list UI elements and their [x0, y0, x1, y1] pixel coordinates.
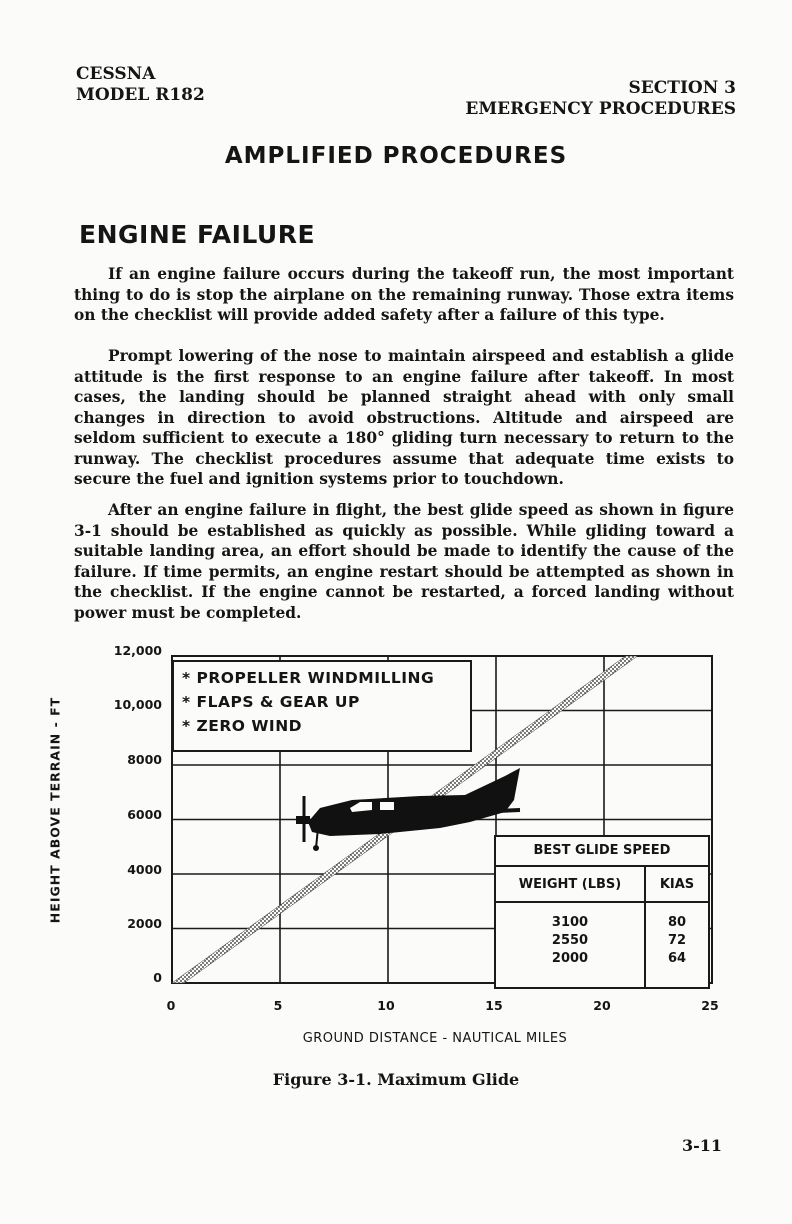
y-tick-label: 10,000: [113, 697, 162, 712]
x-axis-label: GROUND DISTANCE - NAUTICAL MILES: [302, 1031, 568, 1046]
y-tick-label: 4000: [127, 862, 162, 877]
y-tick-label: 6000: [127, 807, 162, 822]
page-title: AMPLIFIED PROCEDURES: [224, 143, 568, 169]
y-tick-label: 0: [153, 970, 162, 985]
table-cell: 64: [667, 951, 687, 966]
x-tick-label: 10: [377, 998, 395, 1013]
conditions-box: [172, 660, 472, 752]
condition-note: * PROPELLER WINDMILLING: [182, 669, 435, 687]
x-tick-label: 0: [166, 998, 176, 1013]
paragraph-3: After an engine failure in flight, the best glide speed as shown in figure 3-1 should be established as quickly as possible. While gliding toward a suitable landing area, an effort should be made to identify the cause of the failure. If time permits, an engine restart should be attempted as shown in the checklist. If the engine cannot be restarted, a forced landing without power must be completed.: [74, 501, 734, 622]
condition-note: * FLAPS & GEAR UP: [182, 693, 360, 711]
x-tick-label: 25: [701, 998, 719, 1013]
model-label: MODEL R182: [76, 85, 205, 105]
y-tick-label: 8000: [127, 752, 162, 767]
manufacturer-label: CESSNA: [76, 64, 156, 84]
y-axis-label: HEIGHT ABOVE TERRAIN - FT: [47, 696, 63, 924]
airplane-icon: [296, 768, 520, 851]
table-header-weight: WEIGHT (LBS): [518, 877, 622, 892]
table-cell: 72: [667, 933, 687, 948]
table-cell: 3100: [551, 915, 589, 930]
table-header-kias: KIAS: [659, 877, 695, 892]
table-cell: 2550: [551, 933, 589, 948]
y-tick-label: 2000: [127, 916, 162, 931]
table-cell: 2000: [551, 951, 589, 966]
y-tick-label: 12,000: [113, 643, 162, 658]
page-number: 3-11: [681, 1136, 722, 1155]
x-tick-label: 15: [485, 998, 503, 1013]
paragraph-2: Prompt lowering of the nose to maintain airspeed and establish a glide attitude is the first response to an engine failure after takeoff. In most cases, the landing should be planned straight ahead with only small changes in direction to avoid obstructions. Altitude and airspeed are seldom sufficient to execute a 180° gliding turn necessary to return to the runway. The checklist procedures assume that adequate time exists to secure the fuel and ignition systems prior to touchdown.: [74, 347, 734, 488]
table-title: BEST GLIDE SPEED: [533, 843, 671, 858]
glide-speed-table: [494, 835, 710, 989]
section-number: SECTION 3: [628, 78, 736, 98]
x-tick-label: 5: [273, 998, 283, 1013]
condition-note: * ZERO WIND: [182, 717, 303, 735]
x-tick-label: 20: [593, 998, 611, 1013]
table-cell: 80: [667, 915, 687, 930]
paragraph-1: If an engine failure occurs during the takeoff run, the most important thing to do is stop the airplane on the remaining runway. Those extra items on the checklist will provide added safety after a failure of this type.: [74, 265, 734, 324]
section-title: ENGINE FAILURE: [79, 220, 316, 249]
section-name: EMERGENCY PROCEDURES: [465, 99, 736, 119]
figure-caption: Figure 3-1. Maximum Glide: [272, 1070, 520, 1089]
